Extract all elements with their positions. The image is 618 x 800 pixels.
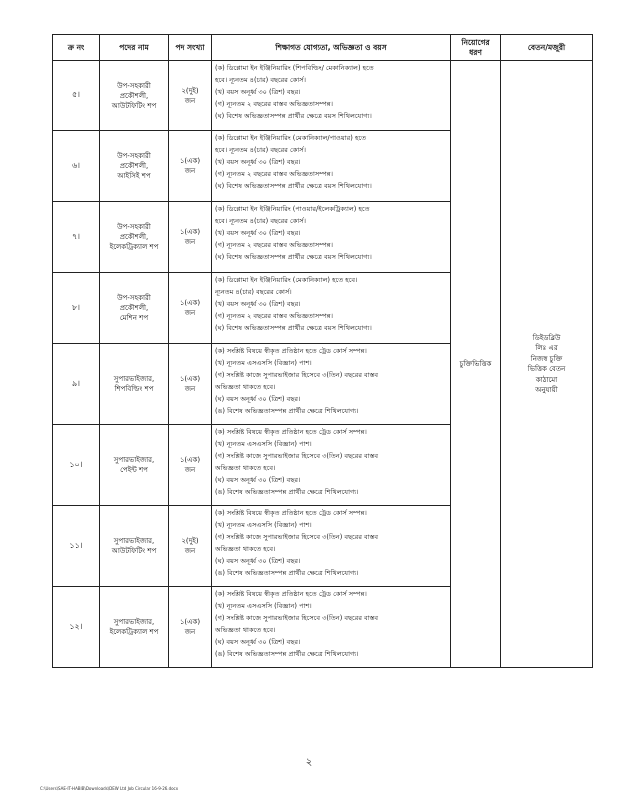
qualification-line: (খ) বয়স অনূর্ধ্ব ৩০ (ত্রিশ) বছর।	[215, 228, 301, 237]
header-type-line: নিয়োগের	[461, 37, 490, 47]
qualification-line: (গ) সংশ্লিষ্ট কাজে সুপারভাইজার হিসেবে ৩(তিন) বছরের বাস্তব	[215, 451, 379, 460]
post-name-line: প্রকৌশলী,	[119, 233, 149, 241]
post-count-line: ১(এক)	[179, 157, 201, 165]
post-count-line: ২(দুই)	[181, 86, 199, 95]
qualification-line: অভিজ্ঞতা থাকতে হবে।	[215, 382, 276, 391]
header-type-line: ধরণ	[469, 47, 482, 57]
qualification-line: (গ) ন্যূনতম ২ বছরের বাস্তব অভিজ্ঞতাসম্পন্ন।	[215, 311, 333, 320]
row-qualification	[212, 344, 451, 425]
row-post-name	[100, 202, 169, 273]
row-post-name	[100, 131, 169, 202]
qualification-line: (ক) ডিপ্লোমা ইন ইঞ্জিনিয়ারিং (পাওয়ার/ইলেকট্রিক্যাল) হতে	[215, 205, 370, 213]
post-name-line: সুপারভাইজার,	[113, 618, 155, 626]
table-row	[53, 61, 593, 131]
row-qualification	[212, 273, 451, 344]
row-serial-number: ১২।	[53, 587, 100, 668]
qualification-line: (ক) ডিপ্লোমা ইন ইঞ্জিনিয়ারিং (মেকানিক্যাল) হতে হবে।	[215, 276, 358, 284]
qualification-line: (ক) সংশ্লিষ্ট বিষয়ে স্বীকৃত প্রতিষ্ঠান হতে ট্রেড কোর্স সম্পন্ন।	[215, 509, 367, 517]
row-qualification	[212, 202, 451, 273]
post-count-line: ১(এক)	[179, 375, 201, 383]
qualification-line: (ঙ) বিশেষ অভিজ্ঞতাসম্পন্ন প্রার্থীর ক্ষেত্রে শিথিলযোগ্য।	[215, 406, 359, 415]
row-post-name	[100, 61, 169, 131]
pay-scale-line: লিঃ এর	[535, 344, 558, 352]
row-serial-number: ১০।	[53, 425, 100, 506]
row-qualification	[212, 587, 451, 668]
row-post-count	[169, 202, 212, 273]
qualification-line: (ঘ) বিশেষ অভিজ্ঞতাসম্পন্ন প্রার্থীর ক্ষেত্রে বয়স শিথিলযোগ্য।	[215, 323, 372, 332]
qualification-line: অভিজ্ঞতা থাকতে হবে।	[215, 625, 276, 634]
qualification-line: (ঘ) বয়স অনূর্ধ্ব ৩০ (ত্রিশ) বছর।	[215, 394, 301, 403]
row-qualification	[212, 506, 451, 587]
qualification-line: (ঘ) বিশেষ অভিজ্ঞতাসম্পন্ন প্রার্থীর ক্ষেত্রে বয়স শিথিলযোগ্য।	[215, 111, 372, 120]
qualification-line: হবে। ন্যূনতম ৪(চার) বছরের কোর্স।	[215, 145, 306, 154]
post-count-line: জন	[184, 167, 196, 175]
page-number: ২	[305, 757, 313, 768]
post-name-line: উপ-সহকারী	[117, 294, 151, 302]
qualification-line: (খ) বয়স অনূর্ধ্ব ৩০ (ত্রিশ) বছর।	[215, 87, 301, 96]
post-count-line: ১(এক)	[179, 456, 201, 464]
post-count-line: ১(এক)	[179, 228, 201, 236]
qualification-line: (ক) সংশ্লিষ্ট বিষয়ে স্বীকৃত প্রতিষ্ঠান হতে ট্রেড কোর্স সম্পন্ন।	[215, 428, 367, 436]
row-post-name	[100, 425, 169, 506]
row-serial-number: ৫।	[53, 61, 100, 131]
header-pay: বেতন/মজুরী	[501, 35, 593, 61]
post-name-line: সুপারভাইজার,	[113, 456, 155, 464]
qualification-line: (খ) ন্যূনতম এসএসসি (বিজ্ঞান) পাশ।	[215, 601, 312, 610]
qualification-line: (ক) সংশ্লিষ্ট বিষয়ে স্বীকৃত প্রতিষ্ঠান হতে ট্রেড কোর্স সম্পন্ন।	[215, 347, 367, 355]
post-name-line: প্রকৌশলী,	[119, 162, 149, 170]
post-name-line: পেইন্ট শপ	[120, 466, 148, 474]
pay-scale-line: অনুযায়ী	[535, 386, 558, 394]
header-post-count: পদ সংখ্যা	[169, 35, 212, 61]
header-qualification: শিক্ষাগত যোগ্যতা, অভিজ্ঞতা ও বয়স	[212, 35, 451, 61]
qualification-line: ন্যূনতম ৪(চার) বছরের কোর্স।	[215, 287, 292, 296]
qualification-line: অভিজ্ঞতা থাকতে হবে।	[215, 544, 276, 553]
post-count-line: জন	[184, 547, 196, 555]
row-post-count	[169, 131, 212, 202]
qualification-line: (খ) ন্যূনতম এসএসসি (বিজ্ঞান) পাশ।	[215, 439, 312, 448]
pay-scale-line: ভিত্তিক বেতন	[527, 365, 566, 373]
qualification-line: (ঘ) বয়স অনূর্ধ্ব ৩০ (ত্রিশ) বছর।	[215, 475, 301, 484]
row-serial-number: ১১।	[53, 506, 100, 587]
qualification-line: (খ) বয়স অনূর্ধ্ব ৩০ (ত্রিশ) বছর।	[215, 299, 301, 308]
post-name-line: আইসিই শপ	[117, 172, 151, 180]
row-post-name	[100, 506, 169, 587]
qualification-line: অভিজ্ঞতা থাকতে হবে।	[215, 463, 276, 472]
post-count-line: ১(এক)	[179, 299, 201, 307]
row-qualification	[212, 425, 451, 506]
qualification-line: (গ) সংশ্লিষ্ট কাজে সুপারভাইজার হিসেবে ৩(তিন) বছরের বাস্তব	[215, 613, 379, 622]
post-name-line: উপ-সহকারী	[117, 152, 151, 160]
qualification-line: (ঙ) বিশেষ অভিজ্ঞতাসম্পন্ন প্রার্থীর ক্ষেত্রে শিথিলযোগ্য।	[215, 487, 359, 496]
row-post-count	[169, 587, 212, 668]
qualification-line: হবে। ন্যূনতম ৪(চার) বছরের কোর্স।	[215, 75, 306, 84]
table-header-row	[53, 35, 593, 61]
post-name-line: ইলেকট্রিক্যাল শপ	[109, 243, 159, 251]
post-name-line: প্রকৌশলী,	[119, 91, 149, 100]
qualification-line: (ঙ) বিশেষ অভিজ্ঞতাসম্পন্ন প্রার্থীর ক্ষেত্রে শিথিলযোগ্য।	[215, 649, 359, 658]
header-employment-type	[451, 35, 501, 61]
qualification-line: হবে। ন্যূনতম ৪(চার) বছরের কোর্স।	[215, 216, 306, 225]
post-count-line: ২(দুই)	[181, 537, 199, 545]
row-post-count	[169, 425, 212, 506]
qualification-line: (ক) ডিপ্লোমা ইন ইঞ্জিনিয়ারিং (মেকানিক্যাল/পাওয়ার) হতে	[215, 134, 367, 142]
qualification-line: (ঘ) বিশেষ অভিজ্ঞতাসম্পন্ন প্রার্থীর ক্ষেত্রে বয়স শিথিলযোগ্য।	[215, 252, 372, 261]
job-table	[52, 34, 593, 668]
post-count-line: ১(এক)	[179, 618, 201, 626]
qualification-line: (ঘ) বিশেষ অভিজ্ঞতাসম্পন্ন প্রার্থীর ক্ষেত্রে বয়স শিথিলযোগ্য।	[215, 181, 372, 190]
qualification-line: (ক) সংশ্লিষ্ট বিষয়ে স্বীকৃত প্রতিষ্ঠান হতে ট্রেড কোর্স সম্পন্ন।	[215, 590, 367, 598]
post-name-line: উপ-সহকারী	[117, 223, 151, 231]
post-count-line: জন	[184, 96, 196, 105]
qualification-line: (ঘ) বয়স অনূর্ধ্ব ৩০ (ত্রিশ) বছর।	[215, 637, 301, 646]
row-post-name	[100, 344, 169, 425]
post-name-line: ইলেকট্রিক্যাল শপ	[109, 628, 159, 636]
row-post-count	[169, 506, 212, 587]
row-serial-number: ৯।	[53, 344, 100, 425]
row-serial-number: ৮।	[53, 273, 100, 344]
header-no: ক্র নং	[53, 35, 100, 61]
post-name-line: সুপারভাইজার,	[113, 537, 155, 545]
row-qualification	[212, 131, 451, 202]
post-name-line: শিপবিল্ডিং শপ	[114, 385, 154, 393]
qualification-line: (ঙ) বিশেষ অভিজ্ঞতাসম্পন্ন প্রার্থীর ক্ষেত্রে শিথিলযোগ্য।	[215, 568, 359, 577]
qualification-line: (খ) বয়স অনূর্ধ্ব ৩০ (ত্রিশ) বছর।	[215, 157, 301, 166]
row-post-count	[169, 344, 212, 425]
qualification-line: (খ) ন্যূনতম এসএসসি (বিজ্ঞান) পাশ।	[215, 358, 312, 367]
post-count-line: জন	[184, 466, 196, 474]
post-name-line: আউটফিটিং শপ	[111, 547, 157, 555]
row-serial-number: ৭।	[53, 202, 100, 273]
post-name-line: সুপারভাইজার,	[113, 375, 155, 383]
qualification-line: (খ) ন্যূনতম এসএসসি (বিজ্ঞান) পাশ।	[215, 520, 312, 529]
qualification-line: (গ) সংশ্লিষ্ট কাজে সুপারভাইজার হিসেবে ৩(তিন) বছরের বাস্তব	[215, 532, 379, 541]
post-count-line: জন	[184, 238, 196, 246]
employment-type: চুক্তিভিত্তিক	[451, 61, 501, 668]
row-qualification	[212, 61, 451, 131]
qualification-line: (গ) ন্যূনতম ২ বছরের বাস্তব অভিজ্ঞতাসম্পন্ন।	[215, 240, 333, 249]
header-post-name: পদের নাম	[100, 35, 169, 61]
pay-scale-line: নিজস্ব চুক্তি	[530, 354, 563, 363]
qualification-line: (গ) ন্যূনতম ২ বছরের বাস্তব অভিজ্ঞতাসম্পন্ন।	[215, 99, 333, 108]
pay-scale-line: কাঠামো	[535, 375, 558, 384]
pay-scale	[501, 61, 593, 668]
post-count-line: জন	[184, 628, 196, 636]
qualification-line: (ঘ) বয়স অনূর্ধ্ব ৩০ (ত্রিশ) বছর।	[215, 556, 301, 565]
qualification-line: (গ) ন্যূনতম ২ বছরের বাস্তব অভিজ্ঞতাসম্পন্ন।	[215, 169, 333, 178]
footer-file-path: C:\Users\SAE-IT-HABIB\Downloads\DEW Ltd Job Circular 16-9-26.docx	[40, 786, 179, 791]
post-name-line: প্রকৌশলী,	[119, 304, 149, 312]
row-post-name	[100, 273, 169, 344]
row-post-count	[169, 273, 212, 344]
post-name-line: মেশিন শপ	[119, 314, 149, 322]
pay-scale-line: ডিইডব্লিউ	[532, 333, 561, 342]
row-post-count	[169, 61, 212, 131]
post-count-line: জন	[184, 385, 196, 393]
row-serial-number: ৬।	[53, 131, 100, 202]
qualification-line: (গ) সংশ্লিষ্ট কাজে সুপারভাইজার হিসেবে ৩(তিন) বছরের বাস্তব	[215, 370, 379, 379]
post-name-line: আউটফিটিং শপ	[111, 101, 157, 110]
post-name-line: উপ-সহকারী	[117, 81, 151, 90]
post-count-line: জন	[184, 309, 196, 317]
qualification-line: (ক) ডিপ্লোমা ইন ইঞ্জিনিয়ারিং (শিপবিল্ডিং/ মেকানিক্যাল) হতে	[215, 64, 374, 72]
row-post-name	[100, 587, 169, 668]
